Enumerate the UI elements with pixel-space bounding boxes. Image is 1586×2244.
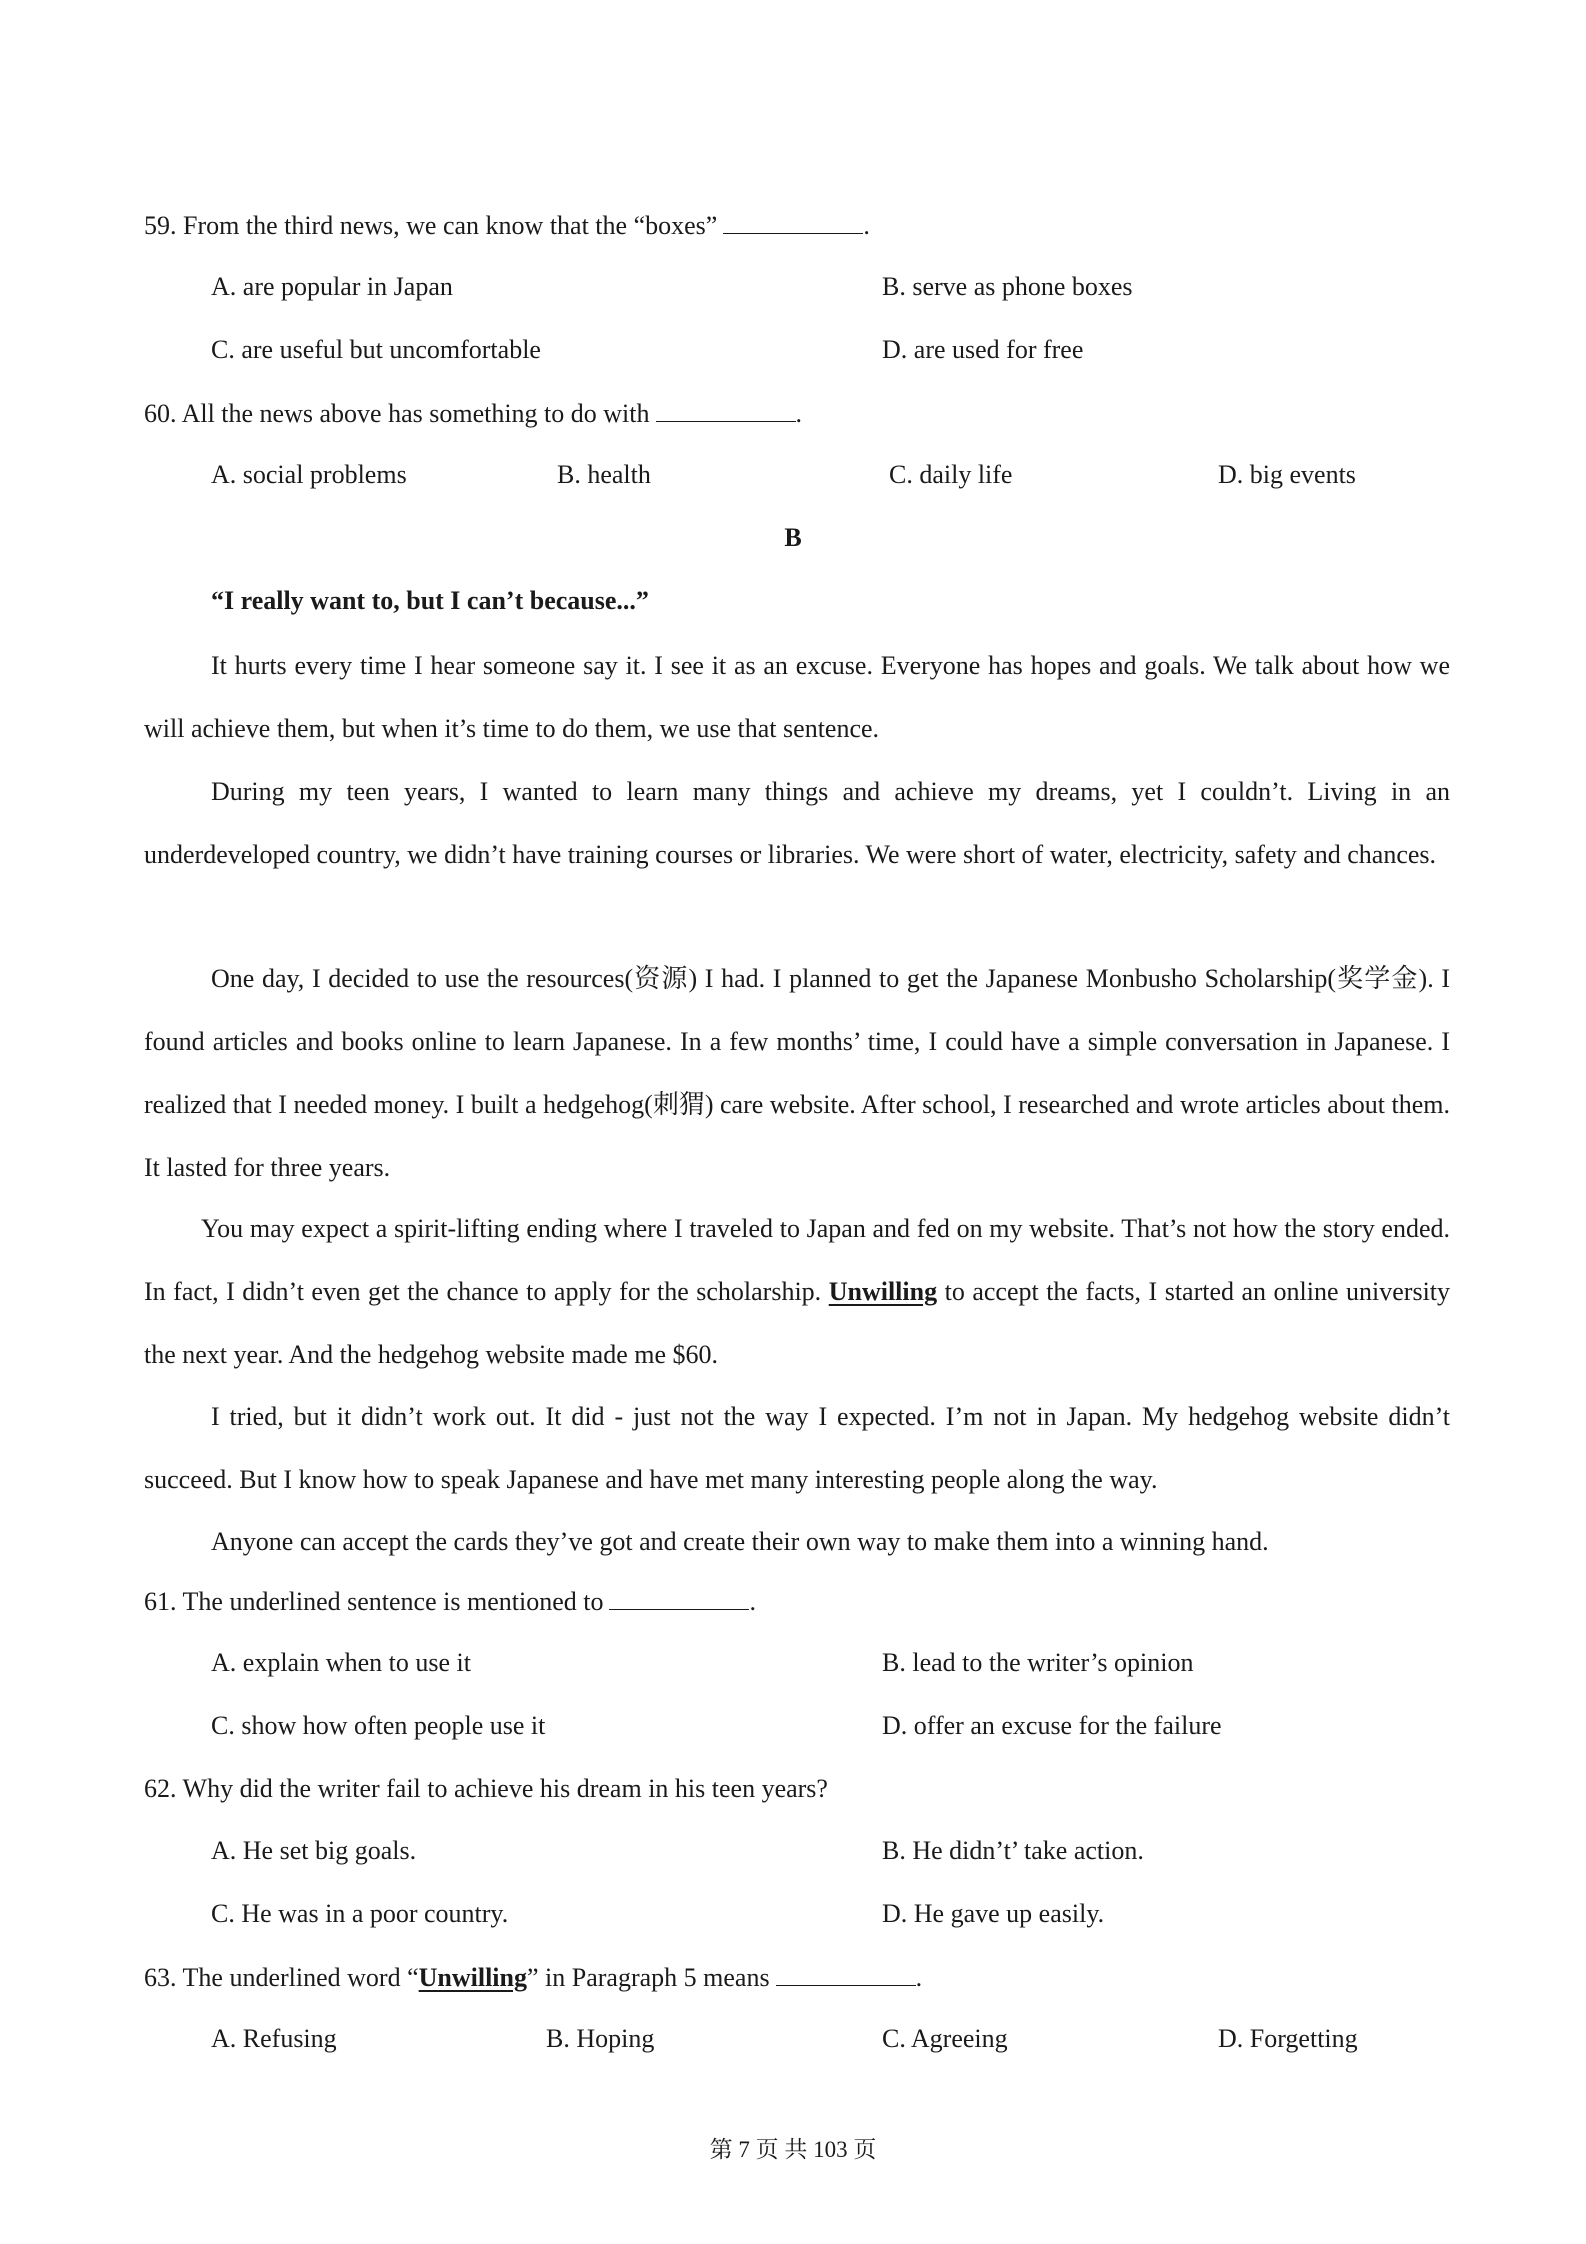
- q60-option-a: A. social problems: [211, 460, 407, 489]
- passage-title: “I really want to, but I can’t because...”: [211, 586, 649, 615]
- question-60-stem: 60. All the news above has something to do with .: [144, 399, 803, 428]
- q60-option-c: C. daily life: [889, 460, 1013, 489]
- q59-option-b: B. serve as phone boxes: [882, 272, 1133, 301]
- q59-option-c: C. are useful but uncomfortable: [211, 335, 541, 364]
- q63-option-b: B. Hoping: [546, 2024, 655, 2053]
- underlined-word: Unwilling: [828, 1277, 938, 1306]
- passage-paragraph-6: Anyone can accept the cards they’ve got and create their own way to make them into a winning hand.: [211, 1527, 1269, 1556]
- q62-option-c: C. He was in a poor country.: [211, 1899, 509, 1928]
- q59-option-a: A. are popular in Japan: [211, 272, 453, 301]
- answer-blank: [609, 1585, 749, 1610]
- q61-option-a: A. explain when to use it: [211, 1648, 471, 1677]
- passage-paragraph-4: You may expect a spirit-lifting ending where I traveled to Japan and fed on my website. That’s not how the story ended. In fact, I didn’t even get the chance to apply for the scholarship. Unwilling to accept the facts, I started an online university the next year. And the hedgehog website made me $60.: [144, 1214, 1451, 1369]
- passage-paragraph-3: One day, I decided to use the resources(资源) I had. I planned to get the Japanese Monbusho Scholarship(奖学金). I found articles and books online to learn Japanese. In a few months’ time, I could have a simple conversation in Japanese. I realized that I needed money. I built a hedgehog(刺猬) care website. After school, I researched and wrote articles about them. It lasted for three years.: [144, 964, 1450, 1182]
- q63-option-d: D. Forgetting: [1218, 2024, 1358, 2053]
- q62-option-d: D. He gave up easily.: [882, 1899, 1105, 1928]
- question-61-stem: 61. The underlined sentence is mentioned to .: [144, 1587, 756, 1616]
- passage-paragraph-2: During my teen years, I wanted to learn many things and achieve my dreams, yet I couldn’t. Living in an underdeveloped country, we didn’t have training courses or libraries. We were short of water, electricity, safety and chances.: [144, 777, 1450, 869]
- section-label: B: [784, 523, 802, 552]
- q60-option-d: D. big events: [1218, 460, 1356, 489]
- passage-paragraph-5: I tried, but it didn’t work out. It did - just not the way I expected. I’m not in Japan. My hedgehog website didn’t succeed. But I know how to speak Japanese and have met many interesting people along the way.: [144, 1402, 1450, 1494]
- q62-option-b: B. He didn’t’ take action.: [882, 1836, 1144, 1865]
- question-63-stem: 63. The underlined word “Unwilling” in Paragraph 5 means .: [144, 1963, 923, 1992]
- q59-option-d: D. are used for free: [882, 335, 1084, 364]
- answer-blank: [723, 209, 863, 234]
- answer-blank: [656, 397, 796, 422]
- question-62-stem: 62. Why did the writer fail to achieve his dream in his teen years?: [144, 1774, 828, 1803]
- q61-option-b: B. lead to the writer’s opinion: [882, 1648, 1194, 1677]
- q63-option-a: A. Refusing: [211, 2024, 337, 2053]
- answer-blank: [776, 1961, 916, 1986]
- q61-option-c: C. show how often people use it: [211, 1711, 546, 1740]
- q60-option-b: B. health: [557, 460, 651, 489]
- passage-paragraph-1: It hurts every time I hear someone say it. I see it as an excuse. Everyone has hopes and goals. We talk about how we will achieve them, but when it’s time to do them, we use that sentence.: [144, 651, 1450, 743]
- question-59-stem: 59. From the third news, we can know that the “boxes” .: [144, 211, 870, 240]
- underlined-word: Unwilling: [418, 1963, 527, 1992]
- q62-option-a: A. He set big goals.: [211, 1836, 417, 1865]
- q61-option-d: D. offer an excuse for the failure: [882, 1711, 1222, 1740]
- page-footer: 第 7 页 共 103 页: [709, 2137, 877, 2162]
- q63-option-c: C. Agreeing: [882, 2024, 1008, 2053]
